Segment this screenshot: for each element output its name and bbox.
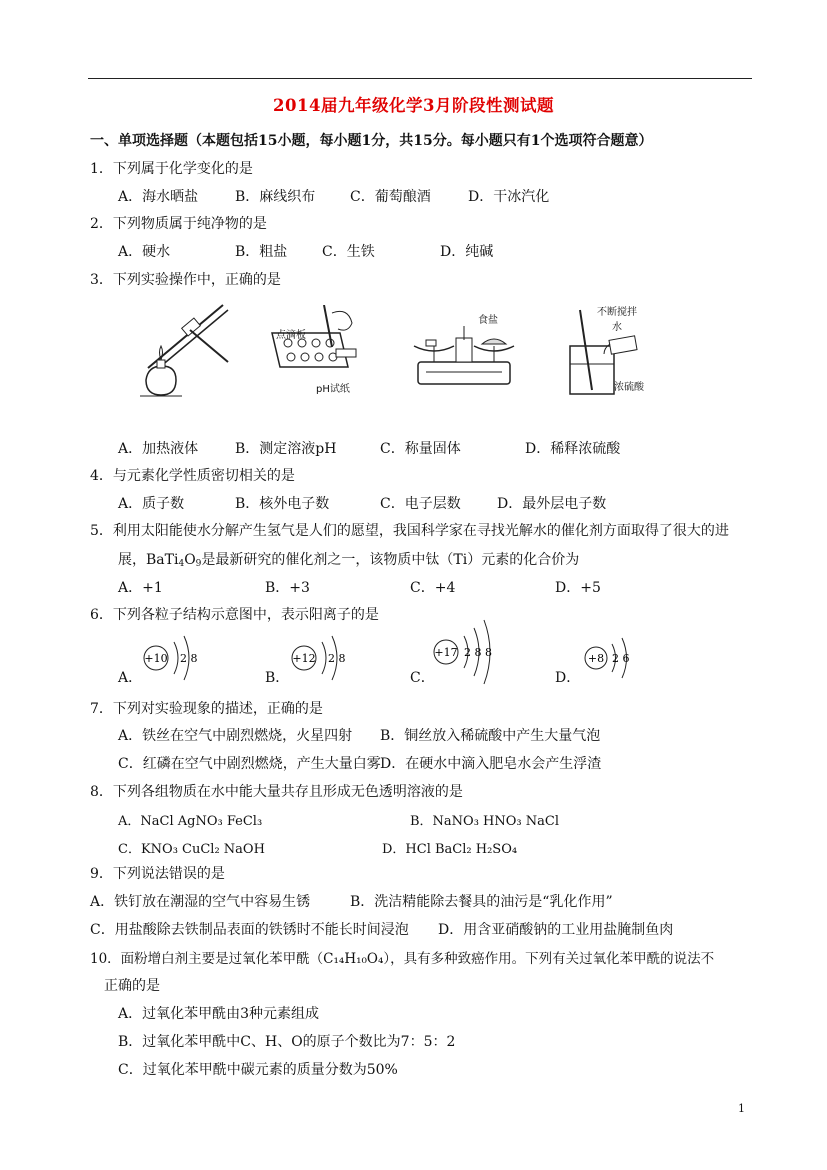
balance-figure: [408, 312, 518, 392]
q3-option-b[interactable]: B．测定溶液pH: [235, 441, 337, 457]
q1-option-a[interactable]: A．海水晒盐: [118, 189, 199, 205]
q7-option-a[interactable]: A．铁丝在空气中剧烈燃烧，火星四射: [118, 728, 353, 744]
q1-option-b[interactable]: B．麻线织布: [235, 189, 316, 205]
q9-option-c[interactable]: C．用盐酸除去铁制品表面的铁锈时不能长时间浸泡: [90, 922, 409, 938]
svg-text:2 8 8: 2 8 8: [464, 646, 492, 659]
q1-option-c[interactable]: C．葡萄酿酒: [350, 189, 431, 205]
q6-option-b[interactable]: B．: [265, 670, 290, 686]
q5-stem-line2: 展，$BaTi_4O_9$是最新研究的催化剂之一，该物质中钛（Ti）元素的化合价为: [118, 552, 580, 569]
q5-option-d[interactable]: D．+5: [555, 580, 601, 596]
q5-option-b[interactable]: B．+3: [265, 580, 310, 596]
svg-text:2 6: 2 6: [612, 652, 630, 665]
q9-option-a[interactable]: A．铁钉放在潮湿的空气中容易生锈: [90, 894, 311, 910]
svg-text:+12: +12: [292, 652, 316, 665]
q6-option-a[interactable]: A．: [118, 670, 143, 686]
q10-stem-line2: 正确的是: [104, 978, 160, 994]
q10-option-c[interactable]: C．过氧化苯甲酰中碳元素的质量分数为50%: [118, 1062, 398, 1078]
q3-option-c[interactable]: C．称量固体: [380, 441, 461, 457]
svg-text:2 8: 2 8: [328, 652, 346, 665]
atom-diagram-c: [432, 618, 512, 688]
q2-stem: 2．下列物质属于纯净物的是: [90, 216, 267, 232]
q3-option-a[interactable]: A．加热液体: [118, 441, 199, 457]
q8-option-a[interactable]: A．NaCl AgNO₃ FeCl₃: [118, 814, 263, 829]
q2-option-a[interactable]: A．硬水: [118, 244, 171, 260]
atom-diagram-a: [142, 630, 212, 690]
page-title: 2014届九年级化学3月阶段性测试题: [273, 96, 554, 115]
q10-option-b[interactable]: B．过氧化苯甲酰中C、H、O的原子个数比为7：5：2: [118, 1034, 456, 1050]
ph-plate-label: 点滴板: [276, 330, 306, 341]
q2-option-b[interactable]: B．粗盐: [235, 244, 288, 260]
q9-option-d[interactable]: D．用含亚硝酸钠的工业用盐腌制鱼肉: [438, 922, 674, 938]
q3-stem: 3．下列实验操作中，正确的是: [90, 272, 281, 288]
q2-option-d[interactable]: D．纯碱: [440, 244, 494, 260]
q7-option-c[interactable]: C．红磷在空气中剧烈燃烧，产生大量白雾: [118, 756, 381, 772]
q10-option-a[interactable]: A．过氧化苯甲酰由3种元素组成: [118, 1006, 320, 1022]
atom-diagram-d: [582, 634, 652, 684]
ph-test-figure: [262, 305, 372, 385]
svg-text:+10: +10: [144, 652, 168, 665]
q4-option-a[interactable]: A．质子数: [118, 496, 185, 512]
q4-option-d[interactable]: D．最外层电子数: [497, 496, 607, 512]
section-heading: 一、单项选择题（本题包括15小题，每小题1分，共15分。每小题只有1个选项符合题意）: [90, 133, 653, 149]
ph-paper-label: pH试纸: [316, 384, 350, 395]
q7-option-b[interactable]: B．铜丝放入稀硫酸中产生大量气泡: [380, 728, 601, 744]
q4-option-c[interactable]: C．电子层数: [380, 496, 461, 512]
q5-stem-line1: 5．利用太阳能使水分解产生氢气是人们的愿望，我国科学家在寻找光解水的催化剂方面取得了很大的进: [90, 523, 729, 539]
q4-stem: 4．与元素化学性质密切相关的是: [90, 468, 295, 484]
q2-option-c[interactable]: C．生铁: [322, 244, 375, 260]
stir-label: 不断搅拌: [597, 307, 637, 318]
svg-text:+8: +8: [587, 652, 605, 665]
balance-solid-label: 食盐: [478, 315, 498, 326]
q9-option-b[interactable]: B．洗洁精能除去餐具的油污是“乳化作用”: [350, 894, 613, 910]
q5-option-c[interactable]: C．+4: [410, 580, 456, 596]
q7-option-d[interactable]: D．在硬水中滴入肥皂水会产生浮渣: [380, 756, 602, 772]
svg-text:2 8: 2 8: [180, 652, 198, 665]
q8-stem: 8．下列各组物质在水中能大量共存且形成无色透明溶液的是: [90, 784, 463, 800]
svg-text:+17: +17: [434, 646, 458, 659]
q1-option-d[interactable]: D．干冰汽化: [468, 189, 550, 205]
q8-option-b[interactable]: B．NaNO₃ HNO₃ NaCl: [410, 814, 559, 829]
q6-option-d[interactable]: D．: [555, 670, 581, 686]
q6-stem: 6．下列各粒子结构示意图中，表示阳离子的是: [90, 607, 379, 623]
q9-stem: 9．下列说法错误的是: [90, 866, 225, 882]
q3-option-d[interactable]: D．稀释浓硫酸: [525, 441, 621, 457]
q6-option-c[interactable]: C．: [410, 670, 435, 686]
header-rule: [88, 78, 752, 79]
acid-label: 浓硫酸: [614, 382, 644, 393]
atom-diagram-b: [290, 630, 360, 690]
q1-stem: 1．下列属于化学变化的是: [90, 161, 253, 177]
q8-option-c[interactable]: C．KNO₃ CuCl₂ NaOH: [118, 842, 265, 857]
water-label: 水: [612, 322, 622, 333]
q10-stem-line1: 10．面粉增白剂主要是过氧化苯甲酰（C₁₄H₁₀O₄），具有多种致癌作用。下列有关过氧化苯甲酰的说法不: [90, 951, 715, 967]
q5-option-a[interactable]: A．+1: [118, 580, 163, 596]
q7-stem: 7．下列对实验现象的描述，正确的是: [90, 701, 323, 717]
q8-option-d[interactable]: D．HCl BaCl₂ H₂SO₄: [382, 842, 518, 857]
page-number: 1: [738, 1102, 745, 1115]
heating-liquid-figure: [128, 300, 238, 400]
q4-option-b[interactable]: B．核外电子数: [235, 496, 330, 512]
